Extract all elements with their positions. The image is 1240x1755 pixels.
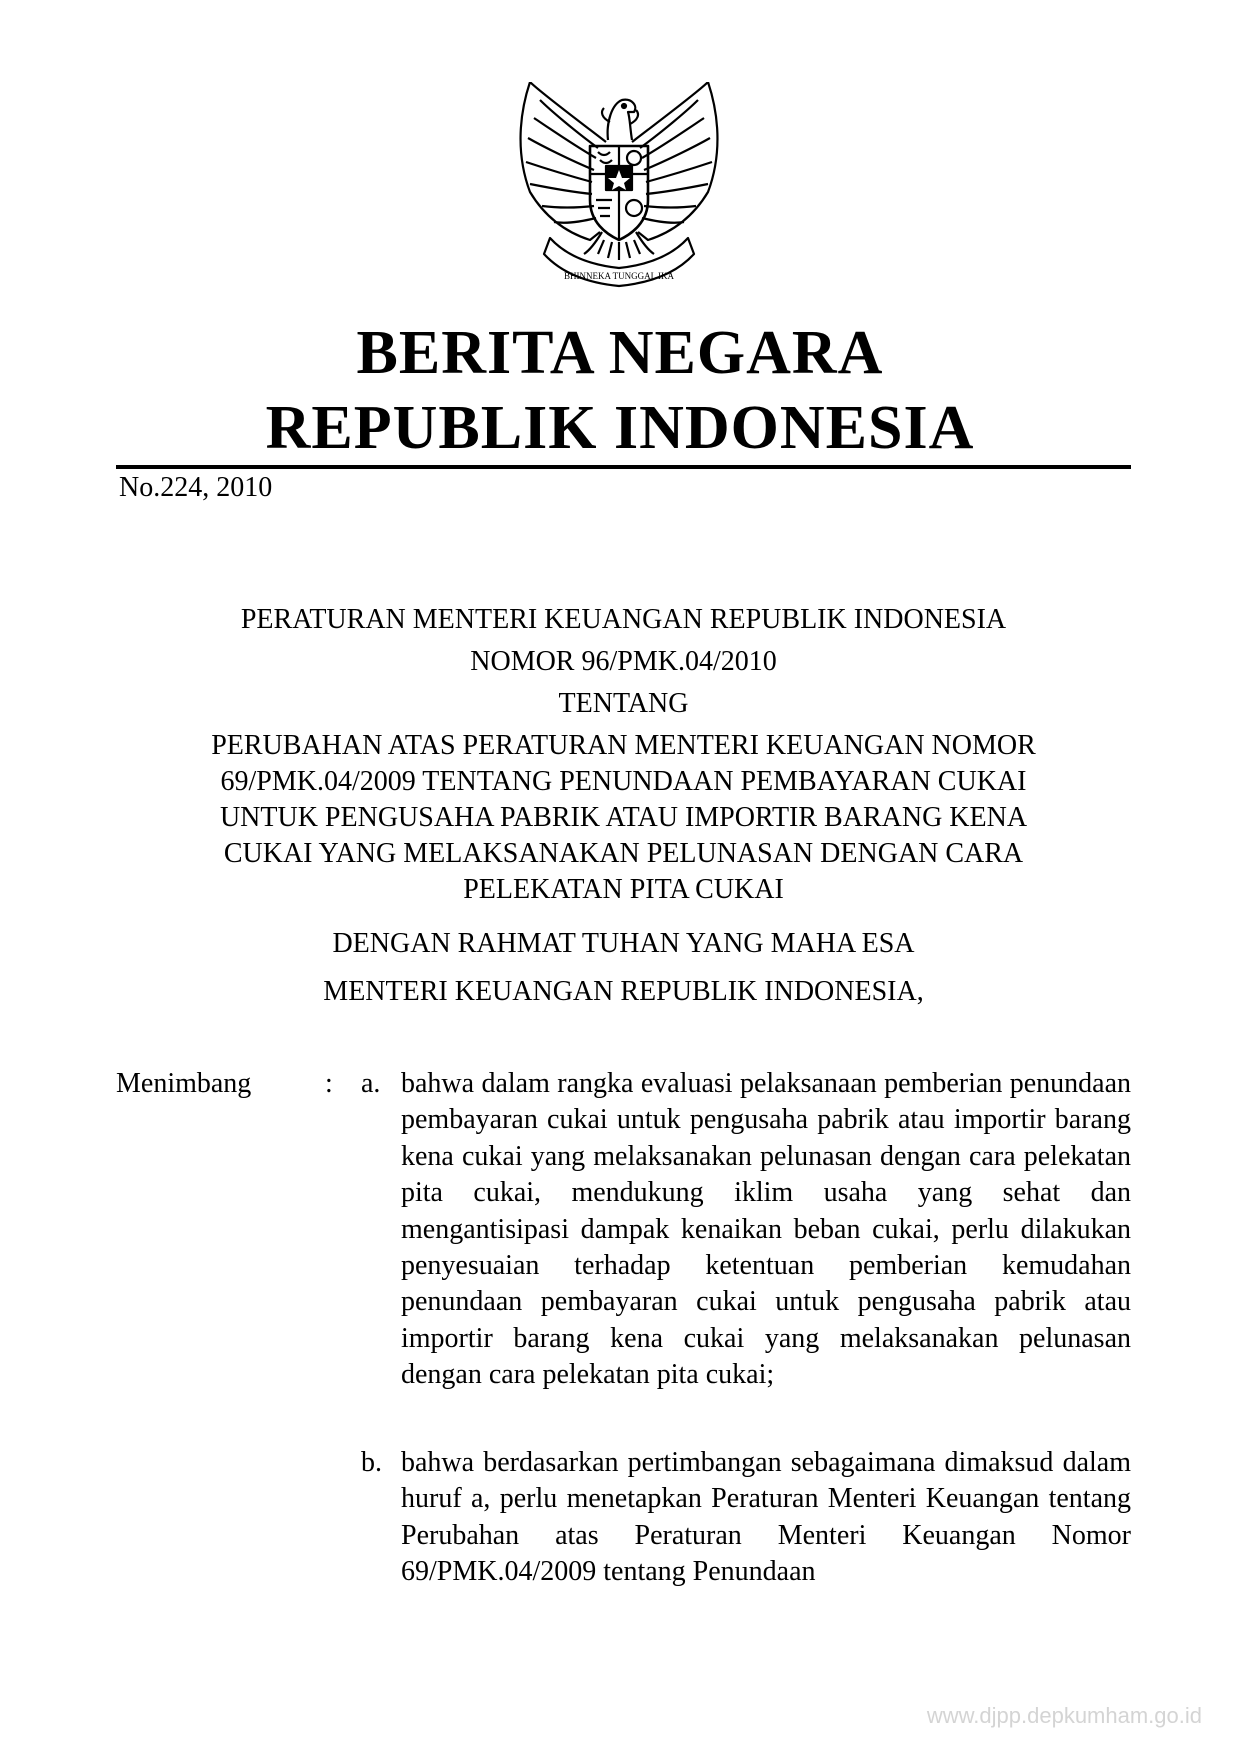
regulation-subject-line: 69/PMK.04/2009 TENTANG PENUNDAAN PEMBAYARAN CUKAI <box>220 766 1027 797</box>
masthead-rule <box>116 465 1131 469</box>
considering-label: Menimbang <box>116 1068 252 1099</box>
regulation-number: NOMOR 96/PMK.04/2010 <box>470 646 777 677</box>
regulation-title: PERATURAN MENTERI KEUANGAN REPUBLIK INDONESIA <box>240 604 1007 635</box>
regulation-subject-line: CUKAI YANG MELAKSANAKAN PELUNASAN DENGAN CARA <box>223 838 1024 869</box>
considering-item-text: bahwa berdasarkan pertimbangan sebagaimana dimaksud dalam huruf a, perlu menetapkan Peraturan Menteri Keuangan tentang Perubahan atas Peraturan Menteri Keuangan Nomor 69/PMK.04/2009 tentang Penundaan <box>401 1447 1131 1588</box>
watermark-url: www.djpp.depkumham.go.id <box>926 1703 1202 1728</box>
issuing-authority: MENTERI KEUANGAN REPUBLIK INDONESIA, <box>323 976 924 1007</box>
invocation: DENGAN RAHMAT TUHAN YANG MAHA ESA <box>332 928 915 959</box>
regulation-subject-line: PERUBAHAN ATAS PERATURAN MENTERI KEUANGAN NOMOR <box>211 730 1036 761</box>
masthead-subtitle: REPUBLIK INDONESIA <box>265 394 975 462</box>
regulation-subject-line: UNTUK PENGUSAHA PABRIK ATAU IMPORTIR BARANG KENA <box>219 802 1028 833</box>
regulation-about: TENTANG <box>558 688 689 719</box>
considering-item-text: bahwa dalam rangka evaluasi pelaksanaan pemberian penundaan pembayaran cukai untuk pengusaha pabrik atau importir barang kena cukai yang melaksanakan pelunasan dengan cara pelekatan pita cukai, mendukung iklim usaha yang sehat dan mengantisipasi dampak kenaikan beban cukai, perlu dilakukan penyesuaian terhadap ketentuan pemberian kemudahan penundaan pembayaran cukai untuk pengusaha pabrik atau importir barang kena cukai yang melaksanakan pelunasan dengan cara pelekatan pita cukai; <box>401 1068 1131 1391</box>
considering-item-letter: a. <box>361 1068 381 1099</box>
issue-number: No.224, 2010 <box>119 472 273 503</box>
considering-separator: : <box>325 1068 333 1099</box>
garuda-pancasila-emblem-icon <box>510 82 728 304</box>
masthead-title: BERITA NEGARA <box>356 319 884 387</box>
considering-item-letter: b. <box>361 1447 382 1478</box>
regulation-subject-line: PELEKATAN PITA CUKAI <box>463 874 784 905</box>
svg-text:BHINNEKA TUNGGAL IKA: BHINNEKA TUNGGAL IKA <box>564 271 674 281</box>
